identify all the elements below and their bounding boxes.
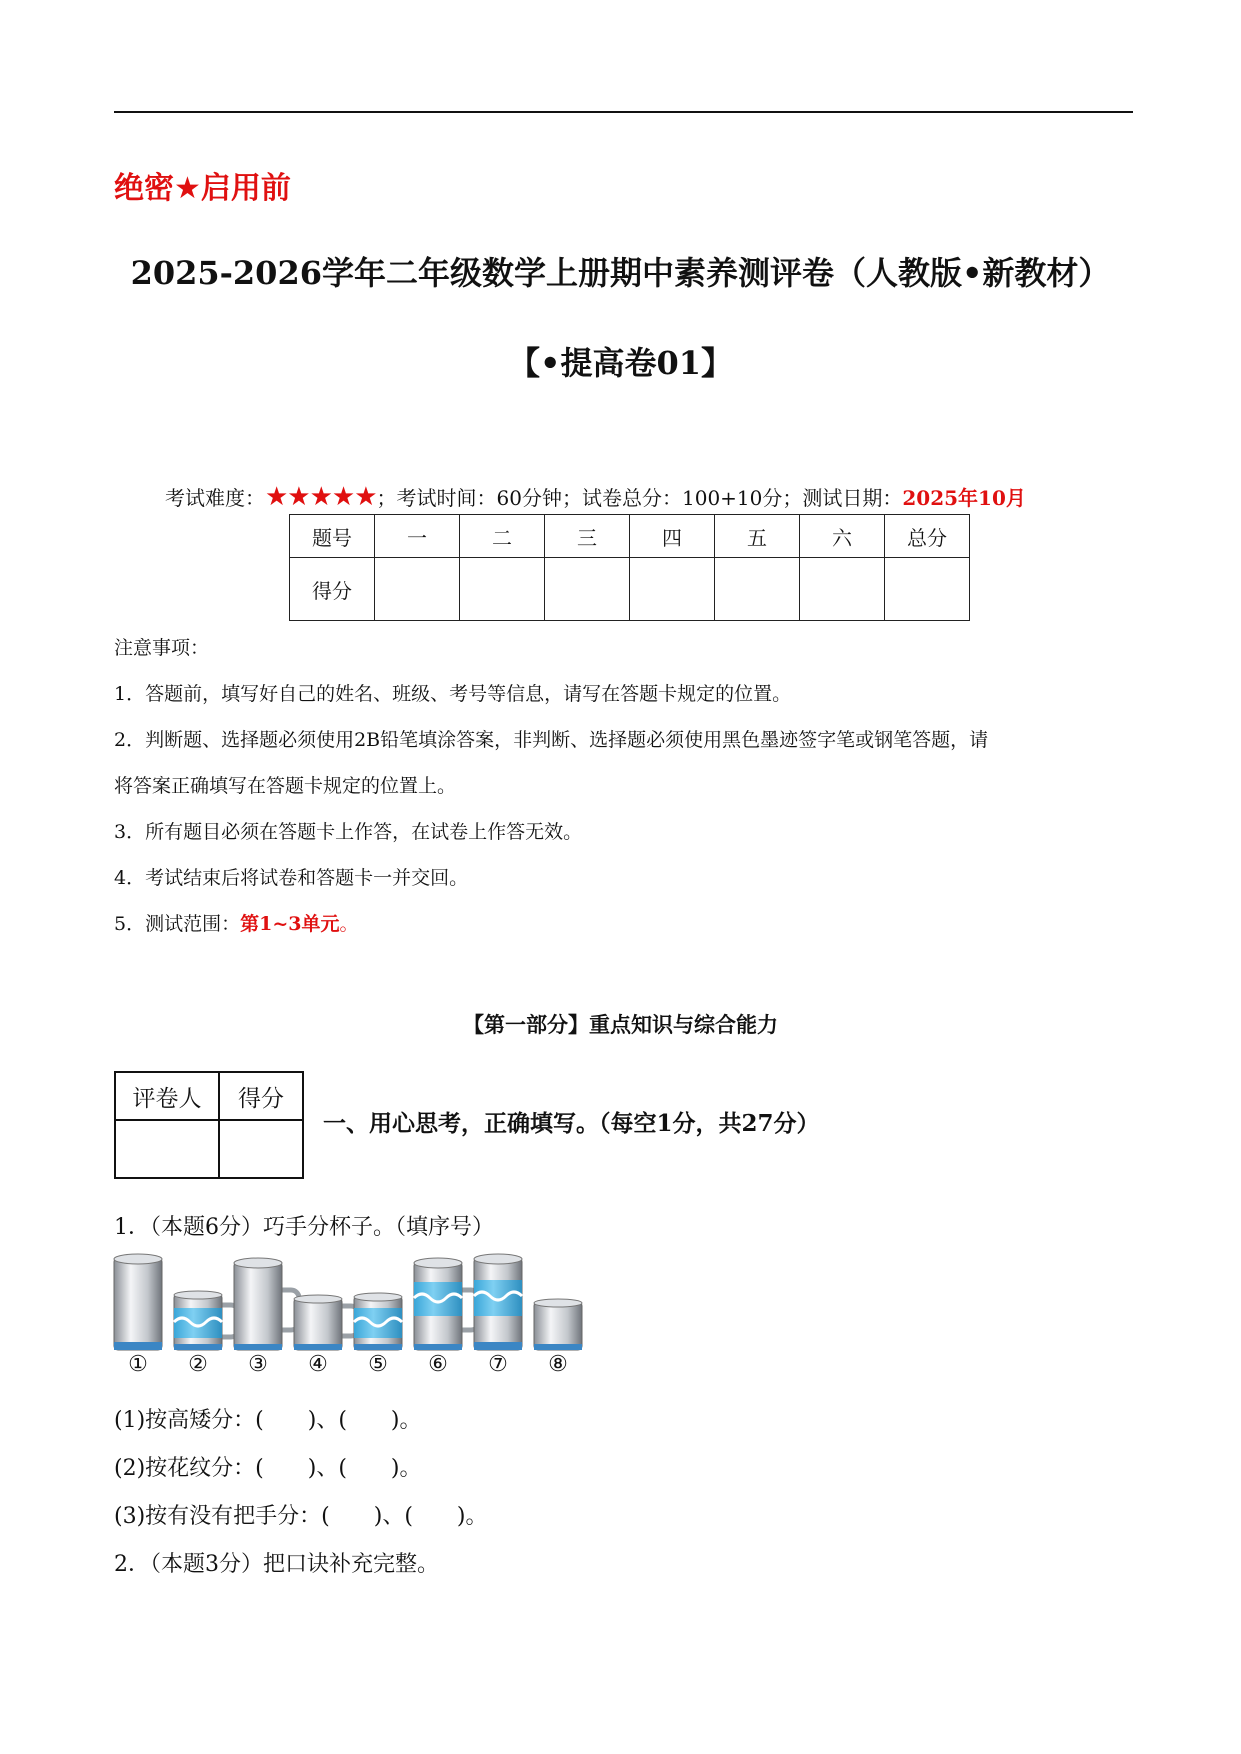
grader-table <box>114 1071 304 1179</box>
reviewer-header: 评卷人 <box>115 1072 219 1120</box>
score-header: 二 <box>460 515 545 558</box>
cup-label: ⑧ <box>548 1352 568 1377</box>
score-cell <box>460 558 545 621</box>
exam-date: 2025年10月 <box>902 486 1026 510</box>
question1-stem: 1．（本题6分）巧手分杯子。（填序号） <box>114 1215 494 1240</box>
cup-label: ③ <box>248 1352 268 1377</box>
exam-info-rest: ；考试时间：60分钟；试卷总分：100+10分；测试日期： <box>376 486 903 510</box>
note-item: 2．判断题、选择题必须使用2B铅笔填涂答案，非判断、选择题必须使用黑色墨迹签字笔或钢笔答题，请 <box>114 729 989 751</box>
score-cell <box>800 558 885 621</box>
score-cell <box>715 558 800 621</box>
exam-title: 2025-2026学年二年级数学上册期中素养测评卷（人教版•新教材） <box>130 254 1111 292</box>
grader-score-cell <box>219 1120 303 1178</box>
question1-sub2: (2)按花纹分：( )、( )。 <box>114 1456 422 1481</box>
note-item: 3．所有题目必须在答题卡上作答，在试卷上作答无效。 <box>114 821 583 843</box>
question1-sub3: (3)按有没有把手分：( )、( )。 <box>114 1504 488 1529</box>
part-title: 【第一部分】重点知识与综合能力 <box>463 1013 778 1037</box>
cup-labels <box>110 1352 670 1382</box>
note-item5-prefix: 5．测试范围： <box>114 913 241 935</box>
note-item: 1．答题前，填写好自己的姓名、班级、考号等信息，请写在答题卡规定的位置。 <box>114 683 792 705</box>
cup-1-icon <box>114 1254 162 1350</box>
question2-stem: 2．（本题3分）把口诀补充完整。 <box>114 1552 439 1577</box>
difficulty-stars: ★★★★★ <box>265 482 377 512</box>
cup-label: ② <box>188 1352 208 1377</box>
cup-6-icon <box>414 1258 479 1350</box>
section1-title: 一、用心思考，正确填写。（每空1分，共27分） <box>323 1110 820 1137</box>
cup-8-icon <box>534 1299 582 1350</box>
score-header: 五 <box>715 515 800 558</box>
cup-label: ⑤ <box>368 1352 388 1377</box>
secret-label: 绝密★启用前 <box>114 171 291 206</box>
exam-info <box>165 482 1026 512</box>
score-row-label: 得分 <box>290 558 375 621</box>
score-header: 一 <box>375 515 460 558</box>
score-header: 总分 <box>885 515 970 558</box>
cup-3-icon <box>234 1258 299 1350</box>
exam-subtitle: 【•提高卷01】 <box>508 344 733 382</box>
reviewer-cell <box>115 1120 219 1178</box>
score-header: 四 <box>630 515 715 558</box>
top-rule <box>114 111 1133 113</box>
difficulty-label: 考试难度： <box>165 486 265 510</box>
note-item5-suffix: 。 <box>339 913 359 935</box>
cup-label: ⑥ <box>428 1352 448 1377</box>
grader-score-header: 得分 <box>219 1072 303 1120</box>
cup-label: ① <box>128 1352 148 1377</box>
cup-label: ④ <box>308 1352 328 1377</box>
score-header: 三 <box>545 515 630 558</box>
notes <box>114 625 1133 947</box>
score-cell <box>885 558 970 621</box>
score-header: 题号 <box>290 515 375 558</box>
cup-label: ⑦ <box>488 1352 508 1377</box>
cup-4-icon <box>294 1295 359 1350</box>
cup-5-icon <box>354 1293 402 1350</box>
cup-2-icon <box>174 1291 239 1350</box>
notes-heading: 注意事项： <box>114 637 210 659</box>
note-item-5 <box>114 901 1133 947</box>
note-item: 将答案正确填写在答题卡规定的位置上。 <box>114 775 457 797</box>
score-header: 六 <box>800 515 885 558</box>
score-table <box>289 514 970 621</box>
score-cell <box>545 558 630 621</box>
question1-sub1: (1)按高矮分：( )、( )。 <box>114 1408 422 1433</box>
score-cell <box>375 558 460 621</box>
test-scope: 第1~3单元 <box>240 913 340 935</box>
score-cell <box>630 558 715 621</box>
cup-7-icon <box>474 1254 522 1350</box>
note-item: 4．考试结束后将试卷和答题卡一并交回。 <box>114 867 469 889</box>
